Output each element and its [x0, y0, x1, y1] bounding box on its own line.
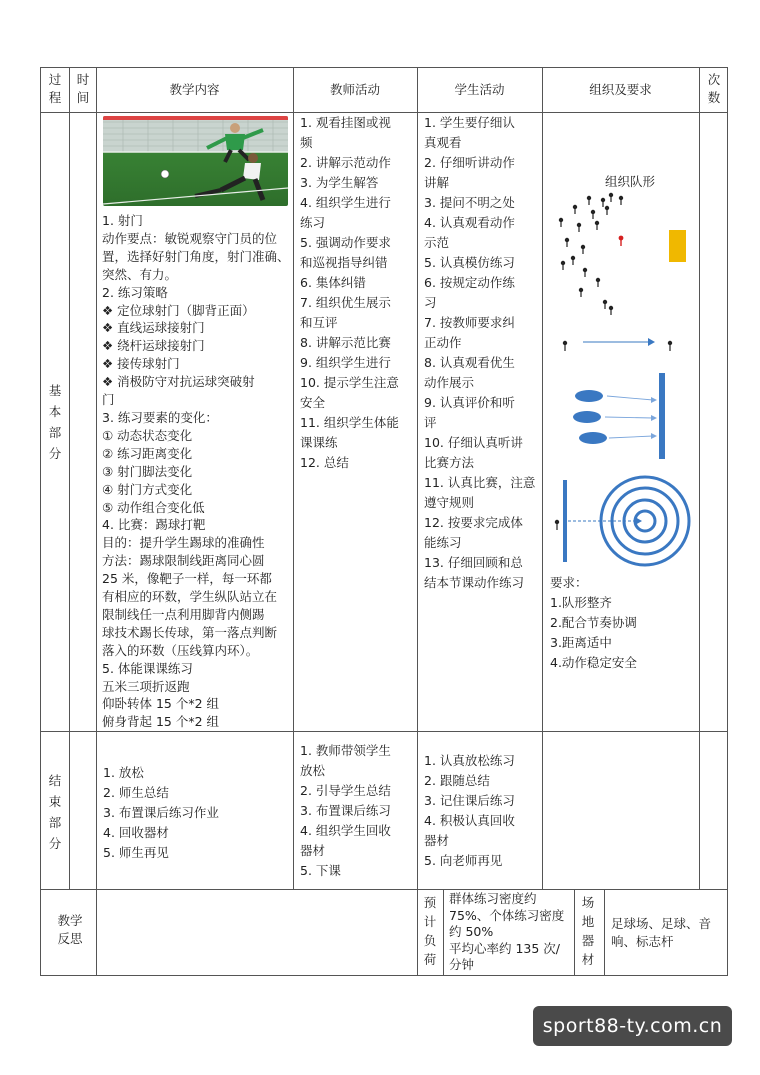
requirements-list — [550, 593, 695, 673]
student-activity-line: 示范 — [424, 235, 450, 250]
content-line: 球技术踢长传球，第一落点判断 — [102, 624, 278, 640]
teacher-activity-line: 课课练 — [300, 435, 338, 450]
header-time: 时间 — [76, 72, 90, 105]
student-activity-line: 结本节课动作练习 — [424, 575, 525, 590]
teacher-activity-line: 和互评 — [300, 315, 338, 330]
teacher-activity-line: 8. 讲解示范比赛 — [300, 335, 391, 350]
student-activity-line: 正动作 — [424, 335, 462, 350]
content-line: 4. 回收器材 — [103, 825, 169, 840]
teacher-activity-line: 9. 组织学生进行 — [300, 355, 391, 370]
content-line: ④ 射门方式变化 — [102, 481, 193, 497]
venue-label: 场地器材 — [581, 895, 595, 967]
ending-student-activity-list — [424, 751, 541, 871]
soccer-shot-photo — [103, 116, 288, 206]
student-activity-line: 13. 仔细回顾和总 — [424, 555, 523, 570]
content-line: ❖ 接传球射门 — [102, 356, 180, 372]
ending-teacher-activity-list — [300, 741, 416, 881]
teacher-activity-line: 1. 教师带领学生 — [300, 743, 391, 758]
teacher-activity-line: 3. 布置课后练习 — [300, 803, 391, 818]
teacher-activity-line: 安全 — [300, 395, 326, 410]
student-activity-line: 习 — [424, 295, 437, 310]
teacher-activity-line: 练习 — [300, 215, 326, 230]
load-line: 平均心率约 135 次/ — [449, 940, 561, 956]
expected-load-text — [449, 891, 573, 974]
load-line: 分钟 — [449, 957, 475, 972]
content-line: 落入的环数（压线算内环）。 — [102, 642, 259, 658]
ending-content-list — [103, 763, 291, 863]
student-activity-line: 器材 — [424, 833, 450, 848]
content-line: 4. 比赛：踢球打靶 — [102, 517, 206, 533]
teacher-activity-line: 4. 组织学生回收 — [300, 823, 391, 838]
player-markers — [555, 193, 672, 524]
student-activity-line: 12. 按要求完成体 — [424, 515, 523, 530]
content-line: 动作要点：敏锐观察守门员的位 — [102, 230, 278, 246]
requirement-item: 2.配合节奏协调 — [550, 615, 637, 630]
content-line: 置，选择好射门角度，射门准确、 — [102, 248, 290, 264]
student-activity-line: 4. 积极认真回收 — [424, 813, 515, 828]
student-activity-line: 能练习 — [424, 535, 462, 550]
student-activity-line: 8. 认真观看优生 — [424, 355, 515, 370]
teacher-activity-line: 频 — [300, 135, 313, 150]
content-line: 5. 体能课课练习 — [102, 660, 193, 676]
requirement-item: 3.距离适中 — [550, 635, 612, 650]
header-process: 过程 — [48, 72, 62, 105]
content-line: 方法：踢球限制线距离同心圆 — [102, 553, 265, 569]
content-line: ② 练习距离变化 — [102, 445, 193, 461]
content-line: ① 动态状态变化 — [102, 427, 193, 443]
teacher-activity-line: 5. 强调动作要求 — [300, 235, 391, 250]
teacher-activity-line: 5. 下课 — [300, 863, 341, 878]
content-line: 1. 放松 — [103, 765, 144, 780]
content-line: 门 — [102, 392, 115, 408]
content-line: 仰卧转体 15 个*2 组 — [102, 696, 220, 712]
content-line: 1. 射门 — [102, 213, 143, 228]
header-organization: 组织及要求 — [589, 82, 652, 97]
student-activity-line: 2. 仔细听讲动作 — [424, 155, 515, 170]
student-activity-line: 11. 认真比赛，注意 — [424, 475, 536, 490]
target-marker — [669, 230, 686, 262]
basic-student-activity-list — [424, 113, 541, 593]
header-teacher: 教师活动 — [329, 82, 380, 97]
requirements-title: 要求： — [550, 575, 588, 590]
content-line: 俯身背起 15 个*2 组 — [102, 714, 220, 730]
ending-section-label: 结束部分 — [48, 773, 62, 851]
content-line: 3. 练习要素的变化： — [102, 409, 218, 425]
content-line: 2. 练习策略 — [102, 284, 168, 300]
content-line: 限制线任一点利用脚背内侧踢 — [102, 606, 265, 622]
content-line: ❖ 消极防守对抗运球突破射 — [102, 374, 255, 390]
student-activity-line: 评 — [424, 415, 437, 430]
content-line: ③ 射门脚法变化 — [102, 463, 193, 479]
student-activity-line: 3. 提问不明之处 — [424, 195, 515, 210]
basic-teacher-activity-list — [300, 113, 416, 473]
content-line: 5. 师生再见 — [103, 845, 169, 860]
teacher-activity-line: 和巡视指导纠错 — [300, 255, 388, 270]
reflection-label: 教学反思 — [57, 913, 83, 946]
student-activity-line: 4. 认真观看动作 — [424, 215, 515, 230]
content-line: 目的：提升学生踢球的准确性 — [102, 535, 265, 551]
student-activity-line: 比赛方法 — [424, 455, 475, 470]
student-activity-line: 1. 认真放松练习 — [424, 753, 515, 768]
teacher-activity-line: 11. 组织学生体能 — [300, 415, 399, 430]
teacher-activity-line: 3. 为学生解答 — [300, 175, 379, 190]
teacher-activity-line: 4. 组织学生进行 — [300, 195, 391, 210]
formation-title: 组织队形 — [604, 174, 655, 189]
requirement-item: 1.队形整齐 — [550, 595, 612, 610]
header-count: 次数 — [707, 72, 721, 105]
load-line: 约 50% — [449, 924, 494, 939]
content-line: 3. 布置课后练习作业 — [103, 805, 219, 820]
student-activity-line: 遵守规则 — [424, 495, 475, 510]
requirement-item: 4.动作稳定安全 — [550, 655, 637, 670]
load-label: 预计负荷 — [423, 895, 437, 967]
content-line: ❖ 绕杆运球接射门 — [102, 338, 205, 354]
formation-diagram — [543, 190, 699, 570]
student-activity-line: 3. 记住课后练习 — [424, 793, 515, 808]
teacher-activity-line: 器材 — [300, 843, 326, 858]
teacher-activity-line: 放松 — [300, 763, 326, 778]
venue-equipment-text: 足球场、足球、音响、标志杆 — [611, 916, 712, 949]
student-activity-line: 5. 向老师再见 — [424, 853, 503, 868]
student-activity-line: 讲解 — [424, 175, 450, 190]
basic-section-label: 基本部分 — [48, 383, 62, 461]
teacher-activity-line: 6. 集体纠错 — [300, 275, 366, 290]
basic-content-list — [102, 212, 292, 731]
teacher-activity-line: 10. 提示学生注意 — [300, 375, 399, 390]
load-line: 群体练习密度约 — [449, 891, 537, 906]
content-line: 突然、有力。 — [102, 266, 178, 282]
content-line: 五米三项折返跑 — [102, 678, 190, 694]
student-activity-line: 1. 学生要仔细认 — [424, 115, 515, 130]
header-content: 教学内容 — [169, 82, 220, 97]
content-line: 2. 师生总结 — [103, 785, 169, 800]
teacher-activity-line: 7. 组织优生展示 — [300, 295, 391, 310]
student-activity-line: 动作展示 — [424, 375, 475, 390]
student-activity-line: 真观看 — [424, 135, 462, 150]
header-student: 学生活动 — [454, 82, 505, 97]
student-activity-line: 10. 仔细认真听讲 — [424, 435, 523, 450]
student-activity-line: 9. 认真评价和听 — [424, 395, 515, 410]
student-activity-line: 5. 认真模仿练习 — [424, 255, 515, 270]
student-activity-line: 2. 跟随总结 — [424, 773, 490, 788]
site-watermark: sport88-ty.com.cn — [533, 1006, 732, 1046]
content-line: ❖ 定位球射门（脚背正面） — [102, 302, 255, 318]
teacher-activity-line: 1. 观看挂图或视 — [300, 115, 391, 130]
teacher-activity-line: 2. 引导学生总结 — [300, 783, 391, 798]
content-line: 有相应的环数，学生纵队站立在 — [102, 589, 278, 605]
student-activity-line: 7. 按教师要求纠 — [424, 315, 515, 330]
student-activity-line: 6. 按规定动作练 — [424, 275, 515, 290]
teacher-activity-line: 12. 总结 — [300, 455, 349, 470]
load-line: 75%、个体练习密度 — [449, 907, 565, 923]
content-line: ⑤ 动作组合变化低 — [102, 499, 205, 515]
content-line: ❖ 直线运球接射门 — [102, 320, 205, 336]
content-line: 25 米，像靶子一样，每一环都 — [102, 571, 272, 587]
teacher-activity-line: 2. 讲解示范动作 — [300, 155, 391, 170]
